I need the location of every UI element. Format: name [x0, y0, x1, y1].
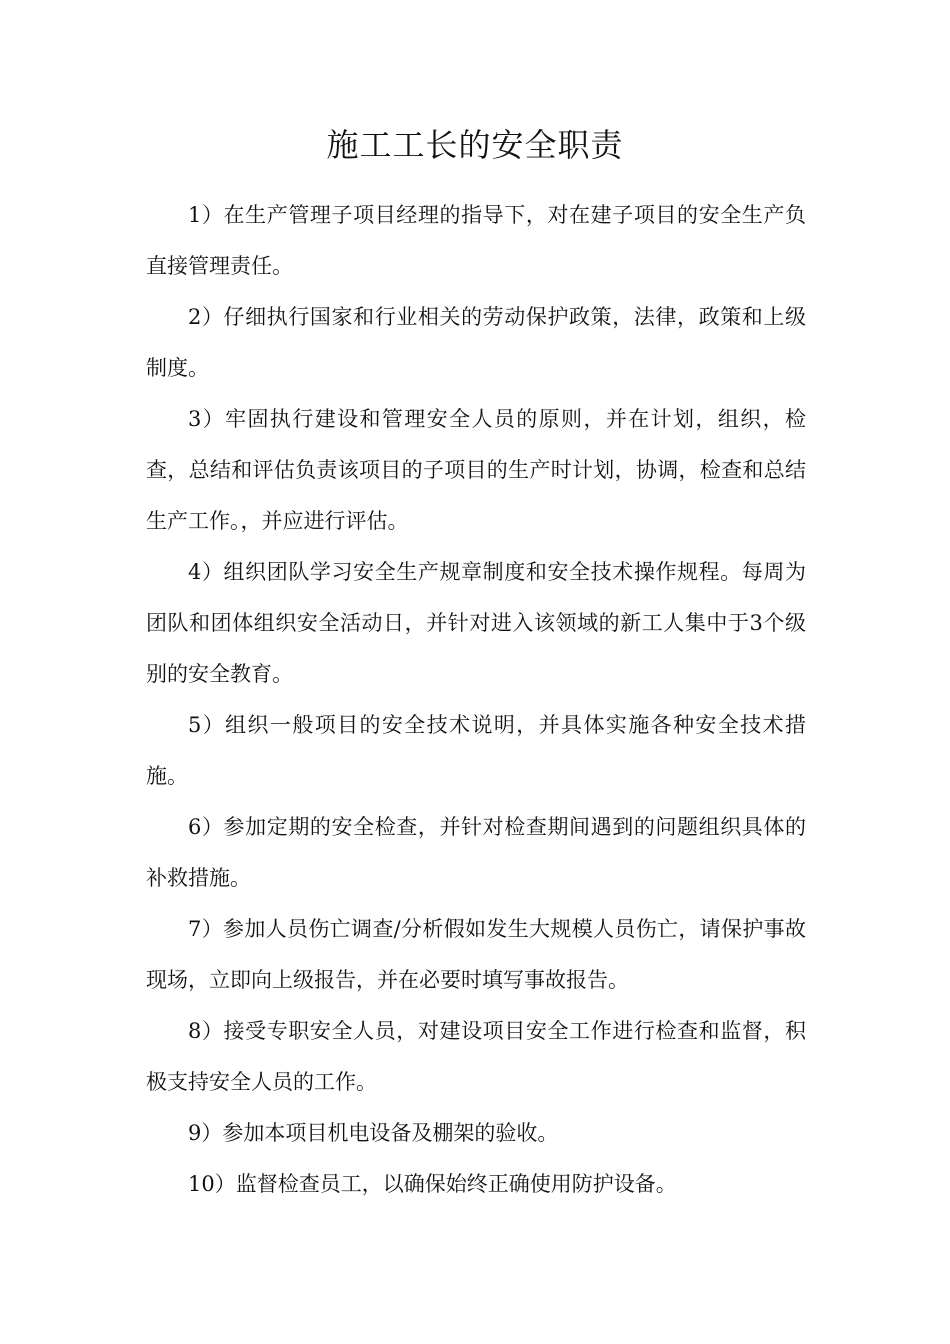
page-title: 施工工长的安全职责	[326, 126, 624, 164]
document-body	[146, 190, 806, 1210]
paragraph-6: 6）参加定期的安全检查，并针对检查期间遇到的问题组织具体的补救措施。	[146, 815, 806, 890]
paragraph-4: 4）组织团队学习安全生产规章制度和安全技术操作规程。每周为团队和团体组织安全活动日，并针对进入该领域的新工人集中于3个级别的安全教育。	[146, 560, 806, 686]
paragraph-3: 3）牢固执行建设和管理安全人员的原则，并在计划，组织，检查，总结和评估负责该项目的子项目的生产时计划，协调，检查和总结生产工作。，并应进行评估。	[146, 407, 806, 533]
paragraph-5: 5）组织一般项目的安全技术说明，并具体实施各种安全技术措施。	[146, 713, 806, 788]
paragraph-1: 1）在生产管理子项目经理的指导下，对在建子项目的安全生产负直接管理责任。	[146, 203, 806, 278]
paragraph-9: 9）参加本项目机电设备及棚架的验收。	[188, 1121, 559, 1145]
paragraph-2: 2）仔细执行国家和行业相关的劳动保护政策，法律，政策和上级制度。	[146, 305, 806, 380]
paragraph-7: 7）参加人员伤亡调查/分析假如发生大规模人员伤亡，请保护事故现场，立即向上级报告，并在必要时填写事故报告。	[146, 917, 806, 992]
paragraph-10: 10）监督检查员工，以确保始终正确使用防护设备。	[188, 1172, 677, 1196]
paragraph-8: 8）接受专职安全人员，对建设项目安全工作进行检查和监督，积极支持安全人员的工作。	[146, 1019, 806, 1094]
